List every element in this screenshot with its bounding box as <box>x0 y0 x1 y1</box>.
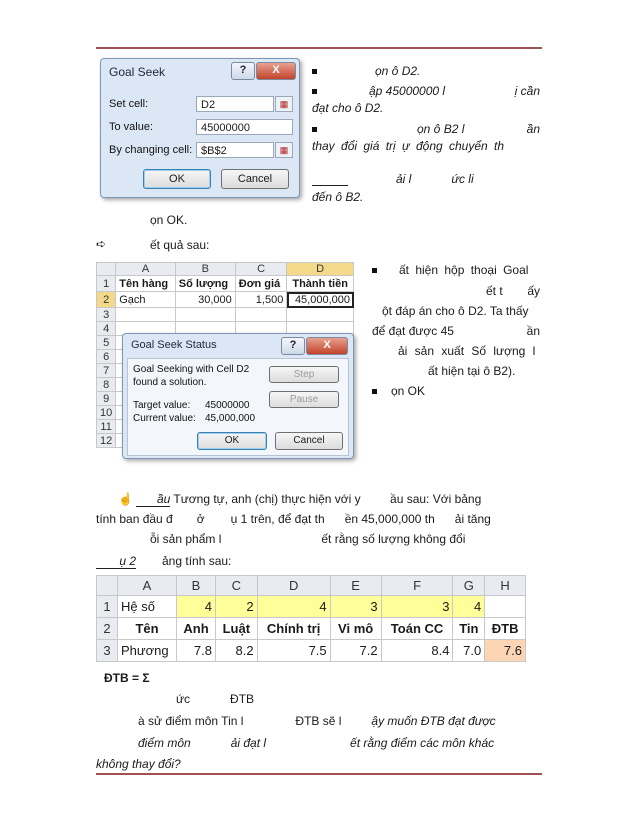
status-message: found a solution. <box>133 377 207 388</box>
row-number[interactable]: 2 <box>97 292 116 308</box>
cell[interactable]: 7.8 <box>177 640 216 662</box>
bullet-icon <box>372 268 377 273</box>
to-value-field[interactable]: 45000000 <box>196 119 293 135</box>
cell[interactable]: Thành tiền <box>287 276 354 292</box>
to-value-label: To value: <box>109 121 154 133</box>
cell[interactable]: 7.5 <box>257 640 330 662</box>
cell[interactable]: Toán CC <box>381 618 453 640</box>
paragraph-line: không thay đổi? <box>96 757 181 771</box>
row-number[interactable]: 3 <box>97 640 118 662</box>
cell[interactable]: 4 <box>177 596 216 618</box>
note-line: ất hiện hộp thoại Goal <box>372 263 540 277</box>
corner-cell <box>97 263 116 276</box>
col-header[interactable]: B <box>177 576 216 596</box>
status-message: Goal Seeking with Cell D2 <box>133 364 250 375</box>
row-number[interactable]: 1 <box>97 596 118 618</box>
row-number[interactable]: 11 <box>97 420 116 434</box>
cancel-button[interactable]: Cancel <box>275 432 343 450</box>
note-line: thay đổi giá trị ự động chuyển th <box>312 139 505 153</box>
note-line: ải sản xuất Số lượng l <box>398 344 536 358</box>
col-header[interactable]: H <box>485 576 526 596</box>
paragraph-line: ỗi sản phẩm l ết rằng số lượng không đổi <box>150 532 466 546</box>
row-number[interactable]: 8 <box>97 378 116 392</box>
help-button[interactable]: ? <box>231 62 255 80</box>
corner-cell <box>97 576 118 596</box>
col-header[interactable]: C <box>216 576 258 596</box>
cancel-button[interactable]: Cancel <box>221 169 289 189</box>
bullet-icon <box>312 89 317 94</box>
note-line: đến ô B2. <box>312 190 364 204</box>
row-number[interactable]: 7 <box>97 364 116 378</box>
cell[interactable]: Hệ số <box>118 596 177 618</box>
cell[interactable]: 7.6 <box>485 640 526 662</box>
bullet-icon <box>312 69 317 74</box>
target-value: 45000000 <box>205 400 250 411</box>
example-2-label: ụ 2 ảng tính sau: <box>96 554 231 569</box>
cell[interactable]: 4 <box>453 596 485 618</box>
note-line: ập 45000000 l ị cần <box>312 84 540 98</box>
hand-pointer-icon: ☝ <box>118 492 133 506</box>
col-header[interactable]: B <box>175 263 235 276</box>
cell[interactable]: Tin <box>453 618 485 640</box>
by-changing-field[interactable]: $B$2 <box>196 142 274 158</box>
note-line: ất hiện tại ô B2). <box>428 364 516 378</box>
note-line: ọn ô D2. <box>312 64 420 78</box>
set-cell-label: Set cell: <box>109 98 149 110</box>
blank-underline <box>312 185 348 186</box>
step-text: ọn OK. <box>150 213 188 227</box>
col-header[interactable]: G <box>453 576 485 596</box>
spreadsheet-2 <box>96 575 526 662</box>
col-header[interactable]: A <box>118 576 177 596</box>
cell[interactable]: Vi mô <box>330 618 381 640</box>
paragraph-line: ☝ ầu Tương tự, anh (chị) thực hiện với y ầu sau: Với bảng <box>118 492 482 506</box>
dialog-title: Goal Seek <box>109 65 166 79</box>
note-line: ọn ô B2 l ần <box>312 122 540 136</box>
bullet-icon <box>372 389 377 394</box>
dialog-title: Goal Seek Status <box>131 339 217 351</box>
ok-button[interactable]: OK <box>197 432 267 450</box>
col-header[interactable]: F <box>381 576 453 596</box>
cell[interactable]: 30,000 <box>175 292 235 308</box>
pause-button[interactable]: Pause <box>269 391 339 408</box>
note-line: để đạt được 45 ần <box>372 324 540 338</box>
row-number[interactable]: 6 <box>97 350 116 364</box>
cell[interactable]: 7.0 <box>453 640 485 662</box>
target-label: Target value: <box>133 400 191 411</box>
col-header[interactable]: D <box>287 263 354 276</box>
row-number[interactable]: 5 <box>97 336 116 350</box>
cell[interactable]: 7.2 <box>330 640 381 662</box>
row-number[interactable]: 2 <box>97 618 118 640</box>
set-cell-field[interactable]: D2 <box>196 96 274 112</box>
row-number[interactable]: 10 <box>97 406 116 420</box>
bottom-rule <box>96 773 542 775</box>
selected-cell[interactable]: 45,000,000 <box>287 292 354 308</box>
note-line: ột đáp án cho ô D2. Ta thấy <box>382 304 529 318</box>
step-button[interactable]: Step <box>269 366 339 383</box>
cell[interactable]: 2 <box>216 596 258 618</box>
row-number[interactable]: 9 <box>97 392 116 406</box>
cell[interactable]: Luật <box>216 618 258 640</box>
row-number[interactable]: 3 <box>97 308 116 322</box>
col-header[interactable]: D <box>257 576 330 596</box>
row-number[interactable]: 12 <box>97 434 116 448</box>
ok-button[interactable]: OK <box>143 169 211 189</box>
cell[interactable]: 8.4 <box>381 640 453 662</box>
paragraph-line: tính ban đầu đ ở ụ 1 trên, để đạt th ền 45,000,000 th ải tăng <box>96 512 491 526</box>
cell[interactable]: 3 <box>330 596 381 618</box>
cell[interactable]: Tên <box>118 618 177 640</box>
col-header[interactable]: E <box>330 576 381 596</box>
cell[interactable] <box>485 596 526 618</box>
arrow-bullet-icon: ➪ <box>96 237 107 251</box>
cell[interactable]: Tên hàng <box>116 276 175 292</box>
cell[interactable]: 3 <box>381 596 453 618</box>
col-header[interactable]: A <box>116 263 175 276</box>
cell[interactable]: Phương <box>118 640 177 662</box>
col-header[interactable]: C <box>235 263 287 276</box>
top-rule <box>96 47 542 49</box>
goal-seek-dialog <box>100 58 300 198</box>
cell[interactable]: Anh <box>177 618 216 640</box>
bullet-icon <box>312 127 317 132</box>
close-button[interactable]: X <box>256 62 296 80</box>
note-line: ết t ấy <box>486 284 540 298</box>
cell[interactable]: Gạch <box>116 292 175 308</box>
cell[interactable]: 4 <box>257 596 330 618</box>
goal-seek-status-dialog <box>122 333 354 459</box>
cell[interactable]: 8.2 <box>216 640 258 662</box>
paragraph-line: ức ĐTB <box>176 692 255 706</box>
row-number[interactable]: 4 <box>97 322 116 336</box>
note-line: ải l ức li <box>396 172 474 186</box>
note-line: đạt cho ô D2. <box>312 101 384 115</box>
paragraph-line: điểm môn ải đạt l ết rằng điểm các môn khác <box>138 736 495 750</box>
cell[interactable]: Đơn giá <box>235 276 287 292</box>
formula: ĐTB = Σ <box>104 671 150 685</box>
paragraph-line: à sử điểm môn Tin l ĐTB sẽ l ậy muốn ĐTB đạt được <box>138 714 496 728</box>
row-number[interactable]: 1 <box>97 276 116 292</box>
note-line: ọn OK <box>372 384 425 398</box>
range-picker-icon[interactable]: ▦ <box>275 96 293 112</box>
result-intro: ết quả sau: <box>150 238 210 252</box>
cell[interactable]: 1,500 <box>235 292 287 308</box>
range-picker-icon[interactable]: ▦ <box>275 142 293 158</box>
help-button[interactable]: ? <box>281 337 305 355</box>
cell[interactable]: Chính trị <box>257 618 330 640</box>
current-value: 45,000,000 <box>205 413 256 424</box>
close-button[interactable]: X <box>306 337 348 355</box>
cell[interactable]: ĐTB <box>485 618 526 640</box>
current-label: Current value: <box>133 413 196 424</box>
by-changing-label: By changing cell: <box>109 144 193 156</box>
cell[interactable]: Số lượng <box>175 276 235 292</box>
